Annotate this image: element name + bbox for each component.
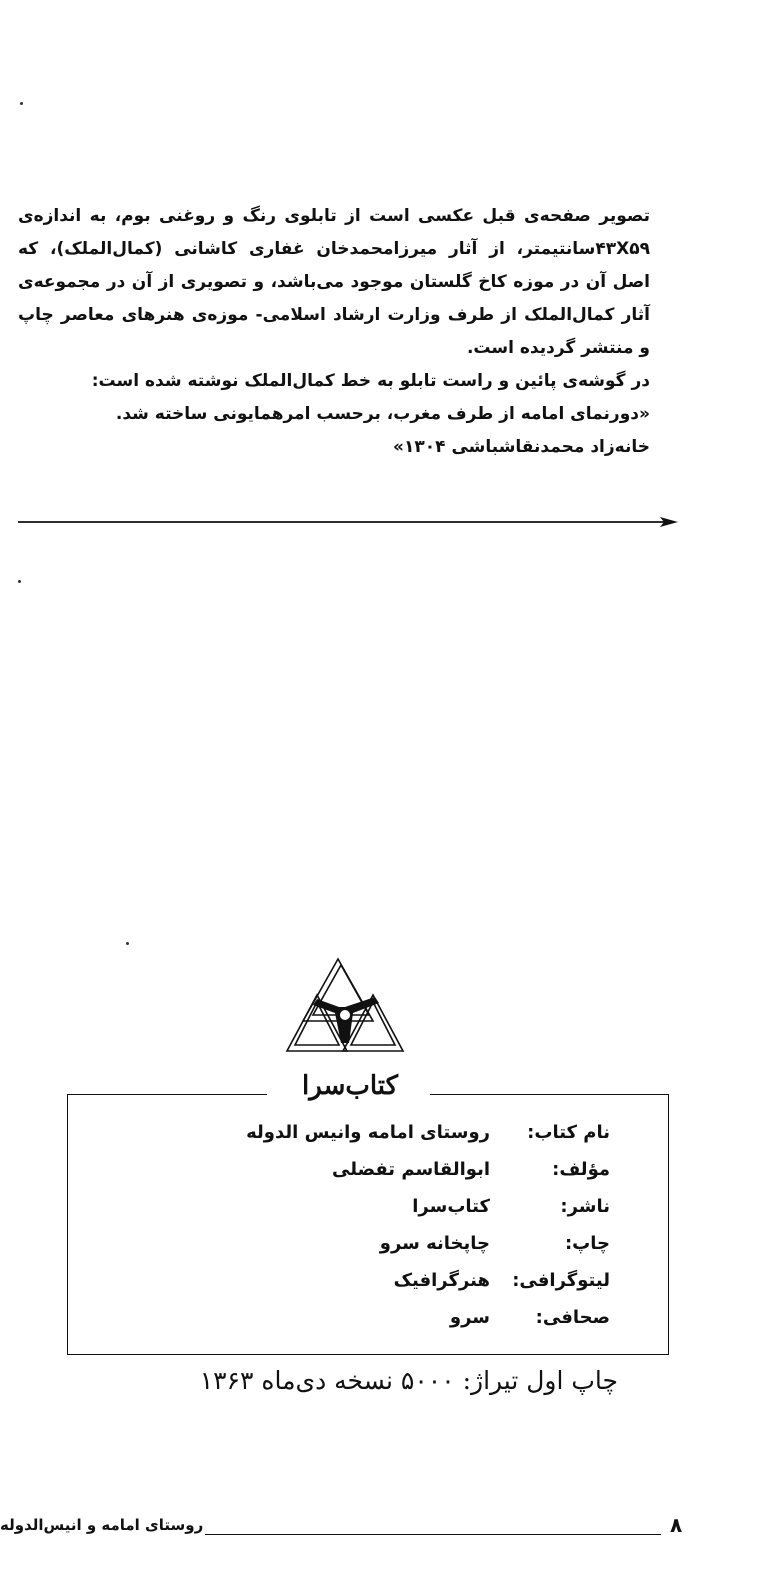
colophon-row [100,1262,610,1299]
colophon-row [100,1299,610,1336]
triangle-knot-logo-icon [283,955,407,1065]
paper-speck [126,942,129,945]
colophon-value: سرو [449,1307,490,1328]
colophon-label: صحافی: [535,1307,610,1328]
colophon-value: هنرگرافیک [393,1270,490,1291]
caption-paragraph: تصویر صفحه‌ی قبل عکسی است از تابلوی رنگ و روغنی بوم، به اندازه‌ی ۴۳X۵۹سانتیمتر، از آثار میرزامحمدخان غفاری کاشانی (کمال‌الملک)، که اصل آن در موزه کاخ گلستان موجود می‌باشد، و تصویری از آن در مجموعه‌ی آثار کمال‌الملک از طرف وزارت ارشاد اسلامی- موزه‌ی هنرهای معاصر چاپ و منتشر گردیده است. [18,206,650,358]
running-title: روستای امامه و انیس‌الدوله [0,1516,204,1534]
colophon-row [100,1225,610,1262]
colophon-label: لیتوگرافی: [512,1270,610,1291]
colophon-rows [100,1114,610,1336]
colophon-label: نام کتاب: [527,1122,610,1143]
paper-speck [20,102,23,105]
colophon-label: ناشر: [560,1196,610,1217]
colophon-value: چاپخانه سرو [379,1233,490,1254]
colophon-value: کتاب‌سرا [412,1196,490,1217]
paper-speck [18,580,21,583]
colophon-value: روستای امامه وانیس الدوله [246,1122,490,1143]
caption-text-block [18,200,650,464]
page-number: ۸ [670,1513,683,1537]
page-footer [0,1510,692,1550]
colophon-row [100,1151,610,1188]
inscription-line: خانه‌زاد محمدنقاشباشی ۱۳۰۴» [393,437,650,457]
footer-rule [205,1534,661,1535]
publisher-wordmark: کتاب‌سرا [302,1071,398,1101]
inscription-line: «دورنمای امامه از طرف مغرب، برحسب امرهمایونی ساخته شد. [115,404,650,424]
colophon-label: مؤلف: [552,1159,610,1180]
colophon-row [100,1114,610,1151]
print-run-info: چاپ اول تیراژ: ۵۰۰۰ نسخه دی‌ماه ۱۳۶۳ [199,1366,618,1395]
caption-paragraph: در گوشه‌ی پائین و راست تابلو به خط کمال‌الملک نوشته شده است: [91,371,650,391]
colophon-value: ابوالقاسم تفضلی [332,1159,490,1180]
colophon-row [100,1188,610,1225]
colophon-label: چاپ: [564,1233,610,1254]
arrow-divider-icon [18,514,678,530]
